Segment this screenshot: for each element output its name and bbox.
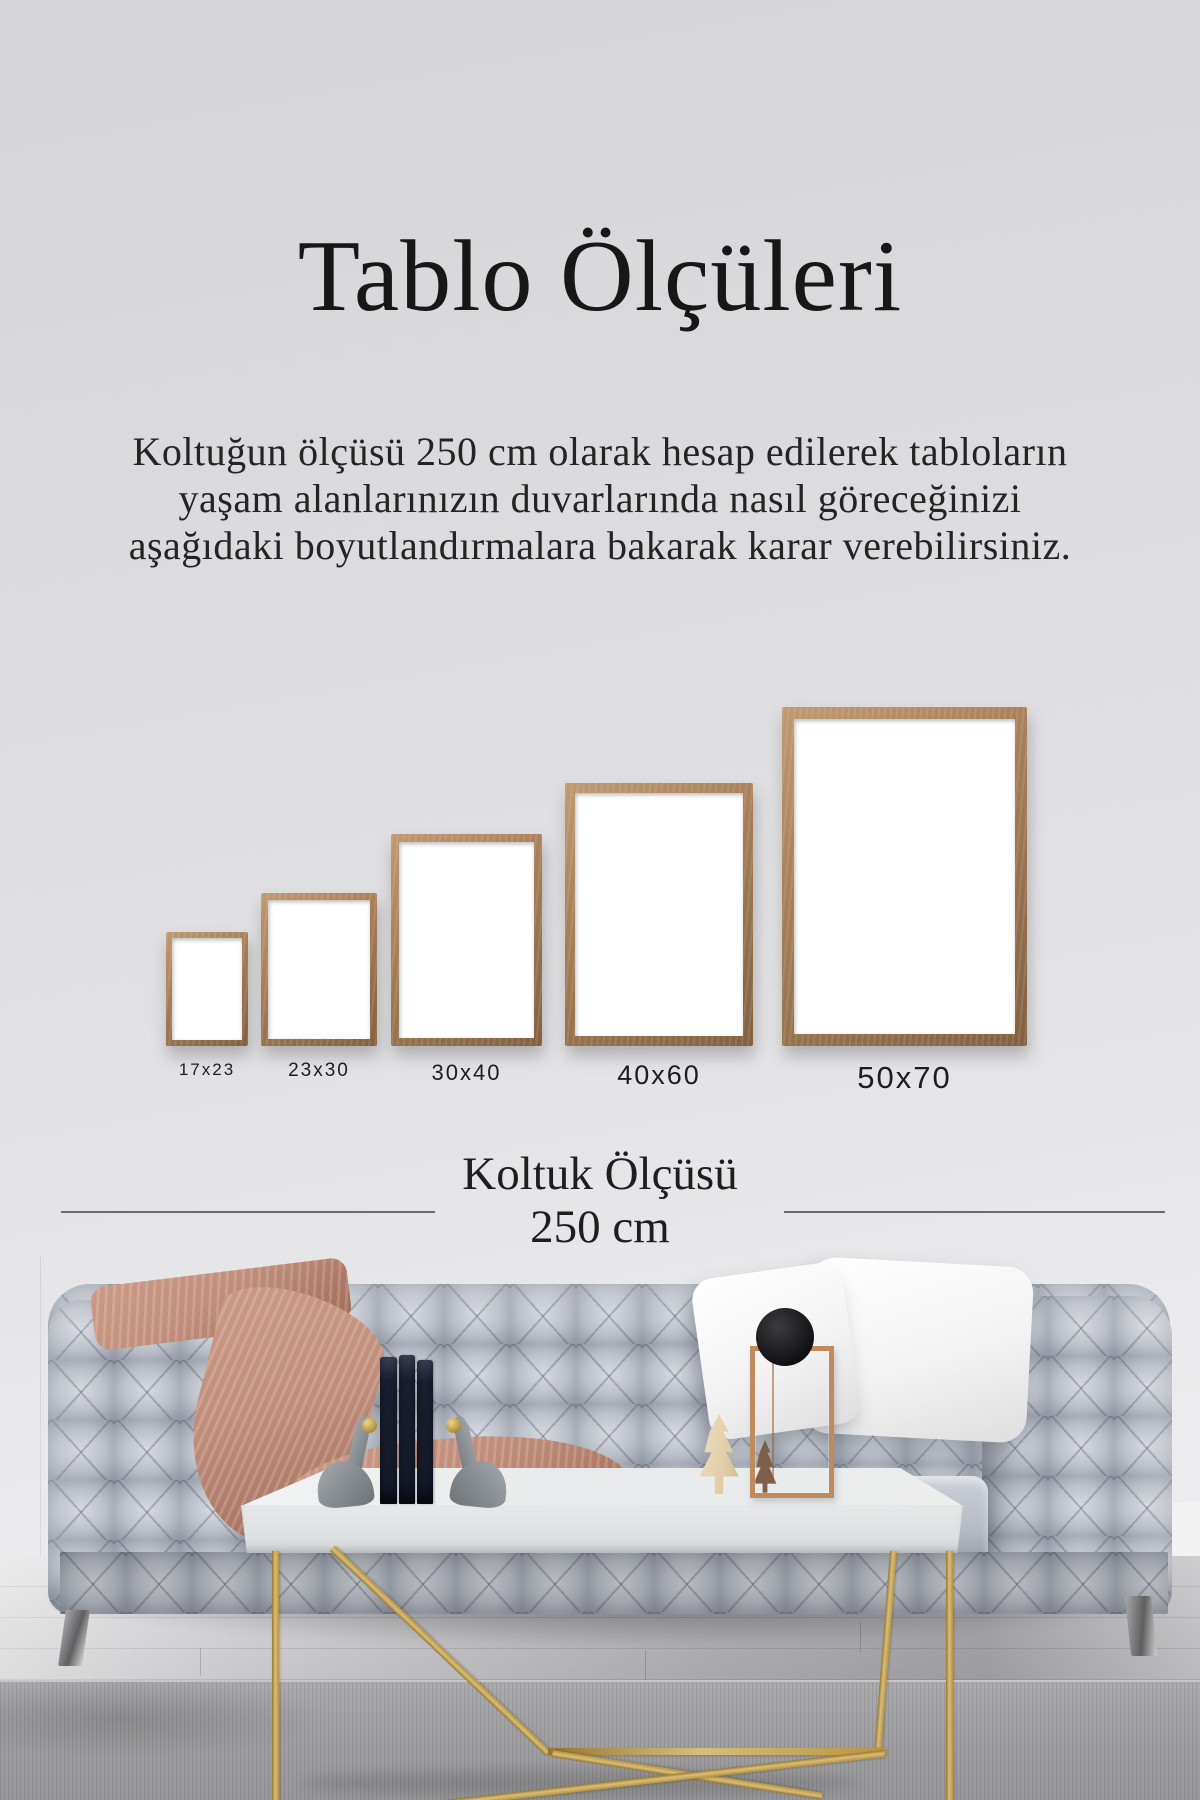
reference-label: Koltuk Ölçüsü (462, 1148, 738, 1200)
book (417, 1360, 433, 1504)
reference-value: 250 cm (530, 1201, 670, 1253)
table-leg-crossbar (548, 1748, 886, 1755)
frame-size-label: 50x70 (857, 1060, 952, 1095)
bird-body (449, 1458, 510, 1510)
description-line-2: yaşam alanlarınızın duvarlarında nasıl göreceğinizi (178, 476, 1022, 521)
table-leg-front-left (272, 1551, 279, 1800)
rose-gold-stand (750, 1346, 834, 1498)
gold-ball-ornament (446, 1418, 461, 1433)
black-sphere-decor (756, 1308, 814, 1366)
wall-corner-line (40, 1255, 41, 1570)
frame-size-label: 30x40 (431, 1060, 502, 1085)
table-leg-front-right (946, 1551, 953, 1800)
frame-size-label: 17x23 (178, 1060, 236, 1079)
description-line-3: aşağıdaki boyutlandırmalara bakarak karar verebilirsiniz. (128, 523, 1072, 568)
rose-gold-stand-edge (772, 1350, 774, 1484)
frame-size-label: 23x30 (288, 1060, 350, 1081)
frame-size-label: 40x60 (617, 1060, 701, 1090)
book (380, 1357, 397, 1504)
baseboard-right (1168, 1502, 1200, 1562)
sofa-front-apron (60, 1552, 1168, 1614)
description-line-1: Koltuğun ölçüsü 250 cm olarak hesap edilerek tabloların (132, 429, 1068, 474)
coffee-table-edge (241, 1505, 963, 1553)
bird-body (315, 1458, 376, 1510)
gold-ball-ornament (362, 1418, 377, 1433)
book (399, 1355, 415, 1504)
floor-seam (200, 1648, 201, 1676)
page-title: Tablo Ölçüleri (297, 220, 903, 334)
